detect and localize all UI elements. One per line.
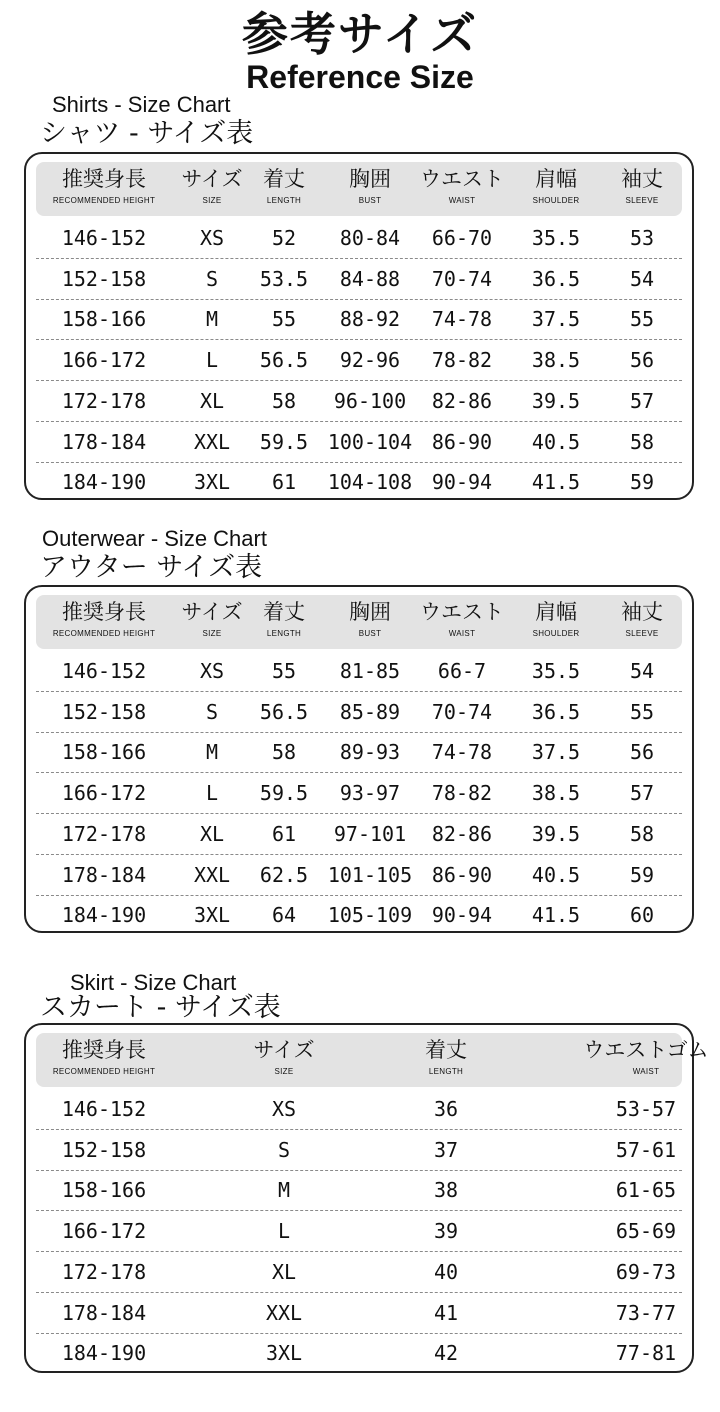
cell-length: 36 <box>433 1097 459 1121</box>
cell-height: 184-190 <box>61 1341 147 1366</box>
cell-bust: 101-105 <box>327 862 413 887</box>
cell-length: 56.5 <box>259 699 309 724</box>
cell-height: 184-190 <box>61 903 147 928</box>
header-label-en: RECOMMENDED HEIGHT <box>52 629 156 638</box>
cell-height: 146-152 <box>61 226 147 250</box>
cell-bust: 104-108 <box>327 470 413 495</box>
cell-bust: 88-92 <box>339 307 401 332</box>
cell-bust: 105-109 <box>327 903 413 928</box>
cell-sleeve: 57 <box>629 781 655 806</box>
table-row <box>36 814 682 855</box>
table-header <box>36 595 682 649</box>
cell-height: 184-190 <box>61 470 147 495</box>
cell-height: 178-184 <box>61 429 147 454</box>
table-row <box>36 692 682 733</box>
header-label-jp: 胸囲 <box>349 167 391 191</box>
header-bust <box>320 595 420 649</box>
cell-height: 166-172 <box>61 1219 147 1244</box>
cell-bust: 100-104 <box>327 429 413 454</box>
cell-length: 41 <box>433 1300 459 1325</box>
header-label-jp: 胸囲 <box>349 600 391 624</box>
cell-bust: 96-100 <box>333 388 407 413</box>
cell-waist-elastic: 61-65 <box>615 1178 677 1203</box>
table-header <box>36 162 682 216</box>
shirts-title-jp: シャツ - サイズ表 <box>40 118 254 149</box>
cell-length: 42 <box>433 1341 459 1366</box>
table-row <box>36 462 682 502</box>
cell-length: 39 <box>433 1219 459 1244</box>
cell-size: 3XL <box>265 1341 303 1366</box>
cell-length: 56.5 <box>259 348 309 373</box>
outerwear-title-jp: アウター サイズ表 <box>40 552 263 583</box>
header-label-jp: 肩幅 <box>535 167 577 191</box>
header-label-en: SIZE <box>274 1067 294 1076</box>
header-length <box>239 162 329 216</box>
cell-length: 62.5 <box>259 862 309 887</box>
header-shoulder <box>511 595 601 649</box>
header-label-en: SLEEVE <box>625 196 659 205</box>
table-row <box>36 340 682 381</box>
cell-waist: 86-90 <box>431 862 493 887</box>
cell-sleeve: 56 <box>629 740 655 765</box>
cell-length: 59.5 <box>259 781 309 806</box>
cell-waist: 66-7 <box>437 659 487 683</box>
cell-sleeve: 59 <box>629 862 655 887</box>
cell-length: 58 <box>271 388 297 413</box>
header-label-jp: ウエスト <box>420 167 504 191</box>
cell-shoulder: 41.5 <box>531 903 581 928</box>
cell-shoulder: 39.5 <box>531 821 581 846</box>
cell-size: XXL <box>193 862 231 887</box>
cell-waist-elastic: 73-77 <box>615 1300 677 1325</box>
header-waist <box>407 162 517 216</box>
header-label-en: RECOMMENDED HEIGHT <box>52 1067 156 1076</box>
header-label-en: LENGTH <box>266 196 302 205</box>
cell-sleeve: 54 <box>629 659 655 683</box>
cell-size: XL <box>271 1259 297 1284</box>
cell-size: XXL <box>265 1300 303 1325</box>
cell-shoulder: 37.5 <box>531 740 581 765</box>
cell-length: 64 <box>271 903 297 928</box>
cell-size: XL <box>199 388 225 413</box>
cell-bust: 81-85 <box>339 659 401 683</box>
cell-bust: 85-89 <box>339 699 401 724</box>
cell-waist: 90-94 <box>431 903 493 928</box>
cell-bust: 92-96 <box>339 348 401 373</box>
header-label-en: SHOULDER <box>532 196 580 205</box>
cell-waist: 70-74 <box>431 266 493 291</box>
cell-bust: 89-93 <box>339 740 401 765</box>
header-label-jp: 着丈 <box>263 167 305 191</box>
header-label-jp: 袖丈 <box>621 167 663 191</box>
cell-shoulder: 38.5 <box>531 348 581 373</box>
cell-shoulder: 40.5 <box>531 429 581 454</box>
header-label-en: BUST <box>358 629 382 638</box>
header-shoulder <box>511 162 601 216</box>
header-sleeve <box>602 162 682 216</box>
cell-size: XS <box>199 226 225 250</box>
table-row <box>36 259 682 300</box>
header-label-jp: 肩幅 <box>535 600 577 624</box>
outerwear-size-table <box>24 585 694 933</box>
cell-sleeve: 59 <box>629 470 655 495</box>
cell-size: S <box>205 266 219 291</box>
cell-shoulder: 36.5 <box>531 699 581 724</box>
table-row <box>36 1293 682 1334</box>
table-row <box>36 1170 682 1211</box>
header-waist <box>407 595 517 649</box>
table-row <box>36 218 682 259</box>
cell-length: 53.5 <box>259 266 309 291</box>
cell-shoulder: 41.5 <box>531 470 581 495</box>
cell-waist: 78-82 <box>431 348 493 373</box>
header-label-en: RECOMMENDED HEIGHT <box>52 196 156 205</box>
skirt-size-table <box>24 1023 709 1373</box>
header-length <box>386 1033 506 1087</box>
header-label-jp: ウエストゴム <box>583 1038 709 1062</box>
table-row <box>36 381 682 422</box>
table-row <box>36 1252 682 1293</box>
header-sleeve <box>602 595 682 649</box>
cell-shoulder: 37.5 <box>531 307 581 332</box>
cell-height: 146-152 <box>61 659 147 683</box>
cell-waist: 82-86 <box>431 388 493 413</box>
cell-waist: 66-70 <box>431 226 493 250</box>
cell-length: 55 <box>271 307 297 332</box>
cell-size: M <box>205 740 219 765</box>
cell-bust: 80-84 <box>339 226 401 250</box>
header-height <box>29 162 179 216</box>
cell-length: 61 <box>271 821 297 846</box>
cell-length: 58 <box>271 740 297 765</box>
header-label-en: SIZE <box>202 196 222 205</box>
cell-waist: 86-90 <box>431 429 493 454</box>
table-row <box>36 651 682 692</box>
cell-waist: 82-86 <box>431 821 493 846</box>
cell-size: M <box>277 1178 291 1203</box>
header-label-en: SIZE <box>202 629 222 638</box>
cell-length: 52 <box>271 226 297 250</box>
cell-waist-elastic: 65-69 <box>615 1219 677 1244</box>
header-label-en: SHOULDER <box>532 629 580 638</box>
cell-length: 40 <box>433 1259 459 1284</box>
cell-size: L <box>205 781 219 806</box>
cell-height: 146-152 <box>61 1097 147 1121</box>
page-subtitle: Reference Size <box>246 59 474 95</box>
header-height <box>29 1033 179 1087</box>
table-row <box>36 1130 682 1171</box>
cell-size: XS <box>271 1097 297 1121</box>
header-height <box>29 595 179 649</box>
cell-shoulder: 35.5 <box>531 226 581 250</box>
skirt-title-en: Skirt - Size Chart <box>70 970 237 995</box>
header-label-jp: 着丈 <box>263 600 305 624</box>
header-label-en: WAIST <box>632 1067 660 1076</box>
header-label-jp: サイズ <box>181 167 243 191</box>
skirt-title-jp: スカート - サイズ表 <box>40 992 281 1023</box>
cell-size: S <box>205 699 219 724</box>
table-header <box>36 1033 709 1087</box>
cell-size: XXL <box>193 429 231 454</box>
cell-shoulder: 36.5 <box>531 266 581 291</box>
cell-shoulder: 35.5 <box>531 659 581 683</box>
cell-sleeve: 54 <box>629 266 655 291</box>
header-label-jp: 推奨身長 <box>62 167 146 191</box>
cell-height: 178-184 <box>61 1300 147 1325</box>
table-row <box>36 1333 682 1373</box>
shirts-size-table <box>24 152 694 500</box>
cell-height: 158-166 <box>61 740 147 765</box>
table-row <box>36 773 682 814</box>
table-row <box>36 855 682 896</box>
cell-height: 172-178 <box>61 821 147 846</box>
cell-height: 172-178 <box>61 1259 147 1284</box>
header-label-jp: ウエスト <box>420 600 504 624</box>
cell-waist: 70-74 <box>431 699 493 724</box>
cell-size: XS <box>199 659 225 683</box>
table-row <box>36 1089 682 1130</box>
cell-waist-elastic: 77-81 <box>615 1341 677 1366</box>
cell-shoulder: 40.5 <box>531 862 581 887</box>
cell-size: L <box>277 1219 291 1244</box>
cell-shoulder: 39.5 <box>531 388 581 413</box>
cell-sleeve: 60 <box>629 903 655 928</box>
header-label-jp: 推奨身長 <box>62 1038 146 1062</box>
cell-waist: 74-78 <box>431 740 493 765</box>
header-waist-elastic <box>566 1033 720 1087</box>
cell-shoulder: 38.5 <box>531 781 581 806</box>
table-row <box>36 422 682 463</box>
cell-bust: 97-101 <box>333 821 407 846</box>
cell-length: 55 <box>271 659 297 683</box>
header-length <box>239 595 329 649</box>
cell-length: 61 <box>271 470 297 495</box>
page-title: 参考サイズ <box>241 7 479 61</box>
header-label-jp: サイズ <box>181 600 243 624</box>
cell-waist-elastic: 53-57 <box>615 1097 677 1121</box>
header-label-jp: 袖丈 <box>621 600 663 624</box>
outerwear-title-en: Outerwear - Size Chart <box>42 526 267 551</box>
header-label-jp: 推奨身長 <box>62 600 146 624</box>
cell-waist-elastic: 57-61 <box>615 1137 677 1162</box>
table-row <box>36 895 682 935</box>
cell-bust: 93-97 <box>339 781 401 806</box>
cell-sleeve: 53 <box>629 226 655 250</box>
cell-waist: 74-78 <box>431 307 493 332</box>
cell-height: 158-166 <box>61 1178 147 1203</box>
header-label-en: BUST <box>358 196 382 205</box>
cell-height: 172-178 <box>61 388 147 413</box>
cell-size: M <box>205 307 219 332</box>
cell-sleeve: 55 <box>629 307 655 332</box>
table-row <box>36 299 682 340</box>
header-label-en: LENGTH <box>266 629 302 638</box>
cell-sleeve: 58 <box>629 429 655 454</box>
cell-sleeve: 57 <box>629 388 655 413</box>
header-bust <box>320 162 420 216</box>
header-label-jp: 着丈 <box>425 1038 467 1062</box>
cell-waist-elastic: 69-73 <box>615 1259 677 1284</box>
cell-bust: 84-88 <box>339 266 401 291</box>
shirts-title-en: Shirts - Size Chart <box>52 92 231 117</box>
cell-waist: 78-82 <box>431 781 493 806</box>
table-row <box>36 732 682 773</box>
header-label-jp: サイズ <box>253 1038 315 1062</box>
cell-size: S <box>277 1137 291 1162</box>
cell-size: L <box>205 348 219 373</box>
cell-height: 152-158 <box>61 699 147 724</box>
cell-size: XL <box>199 821 225 846</box>
header-label-en: SLEEVE <box>625 629 659 638</box>
header-size <box>224 1033 344 1087</box>
cell-height: 166-172 <box>61 781 147 806</box>
cell-sleeve: 55 <box>629 699 655 724</box>
cell-length: 59.5 <box>259 429 309 454</box>
cell-height: 158-166 <box>61 307 147 332</box>
cell-height: 178-184 <box>61 862 147 887</box>
header-label-en: WAIST <box>448 629 476 638</box>
cell-sleeve: 58 <box>629 821 655 846</box>
header-label-en: WAIST <box>448 196 476 205</box>
cell-size: 3XL <box>193 903 231 928</box>
cell-waist: 90-94 <box>431 470 493 495</box>
cell-length: 37 <box>433 1137 459 1162</box>
cell-length: 38 <box>433 1178 459 1203</box>
cell-height: 152-158 <box>61 1137 147 1162</box>
header-label-en: LENGTH <box>428 1067 464 1076</box>
cell-sleeve: 56 <box>629 348 655 373</box>
cell-height: 152-158 <box>61 266 147 291</box>
cell-size: 3XL <box>193 470 231 495</box>
table-row <box>36 1211 682 1252</box>
cell-height: 166-172 <box>61 348 147 373</box>
